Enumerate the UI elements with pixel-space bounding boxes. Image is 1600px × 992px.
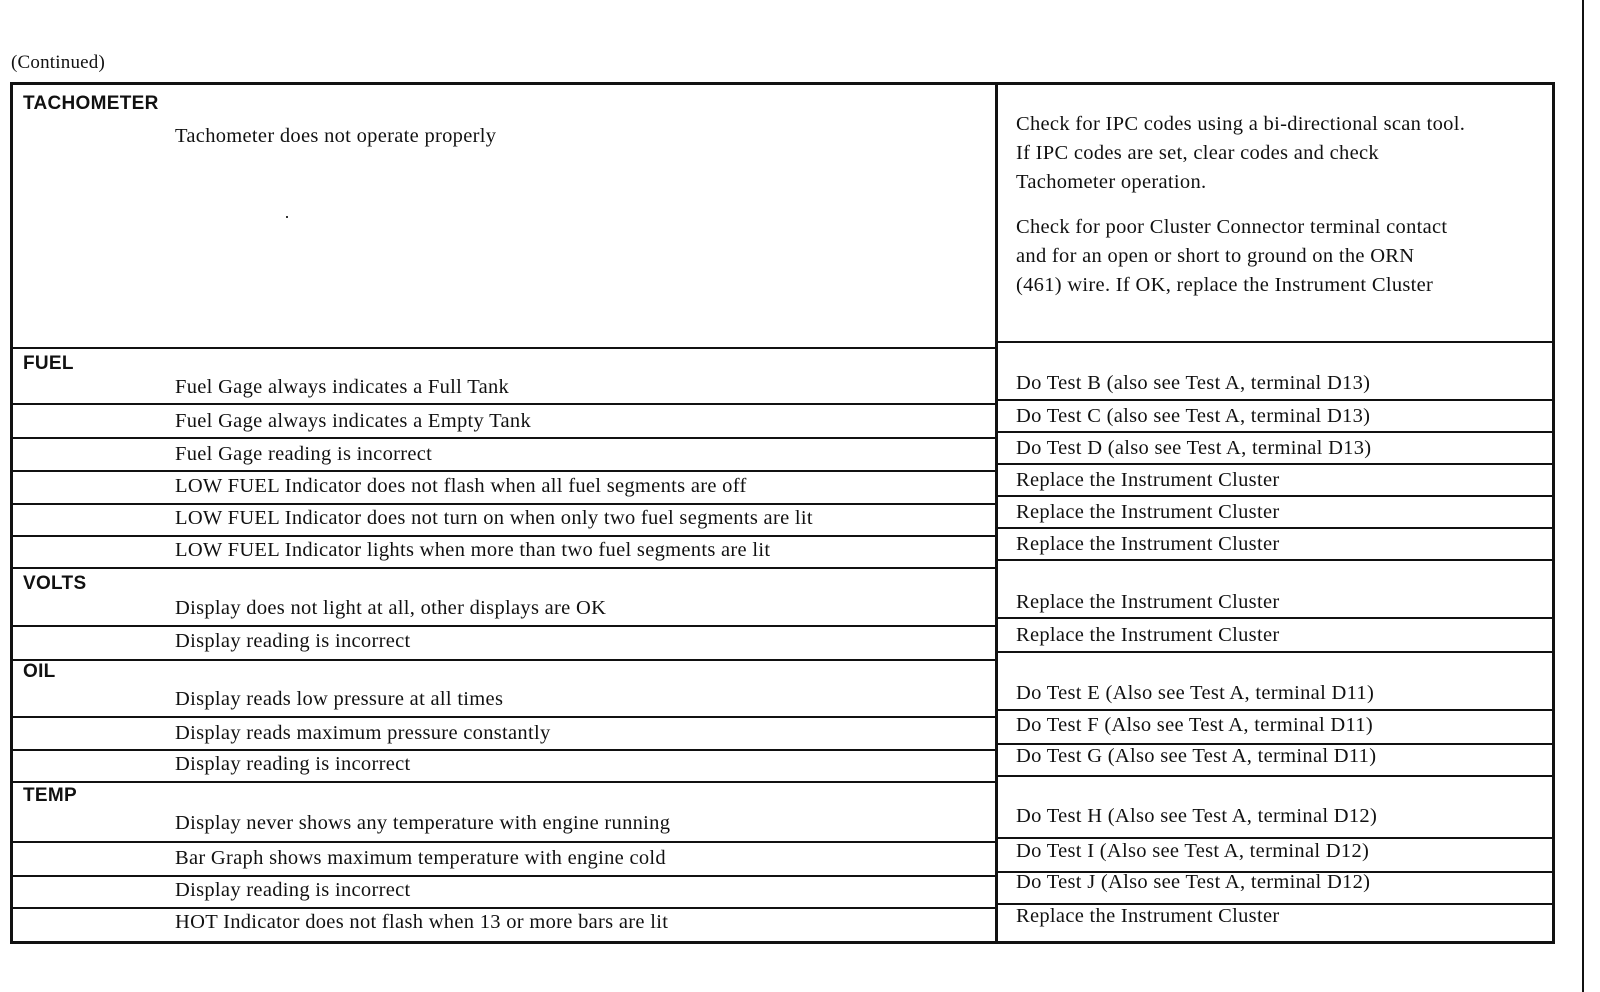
page-edge-rule <box>1582 0 1584 992</box>
action-text: Do Test E (Also see Test A, terminal D11) <box>1016 682 1375 704</box>
action-line: and for an open or short to ground on the ORN <box>1016 245 1415 267</box>
row-rule <box>13 347 995 349</box>
row-rule <box>998 495 1555 497</box>
symptom-text: Fuel Gage reading is incorrect <box>175 443 433 465</box>
symptom-text: LOW FUEL Indicator does not turn on when only two fuel segments are lit <box>175 507 813 529</box>
symptom-text: Display reads low pressure at all times <box>175 688 504 710</box>
row-rule <box>13 403 995 405</box>
section-label-oil: OIL <box>23 661 56 682</box>
continued-label: (Continued) <box>11 52 106 73</box>
action-text: Do Test G (Also see Test A, terminal D11) <box>1016 745 1377 767</box>
scan-speck <box>286 216 288 218</box>
section-label-tachometer: TACHOMETER <box>23 93 159 114</box>
row-rule <box>13 875 995 877</box>
action-text: Replace the Instrument Cluster <box>1016 905 1280 927</box>
row-rule <box>998 431 1555 433</box>
action-paragraph <box>1016 110 1556 197</box>
symptom-text: Display never shows any temperature with engine running <box>175 812 671 834</box>
row-rule <box>13 716 995 718</box>
symptom-text: Fuel Gage always indicates a Full Tank <box>175 376 510 398</box>
row-rule <box>998 651 1555 653</box>
row-rule <box>13 535 995 537</box>
action-text: Replace the Instrument Cluster <box>1016 501 1280 523</box>
action-text: Replace the Instrument Cluster <box>1016 624 1280 646</box>
symptom-text: Display reading is incorrect <box>175 630 411 652</box>
action-text: Do Test H (Also see Test A, terminal D12) <box>1016 805 1378 827</box>
row-rule <box>13 781 995 783</box>
action-line: Tachometer operation. <box>1016 171 1207 193</box>
row-rule <box>998 463 1555 465</box>
row-rule <box>998 709 1555 711</box>
row-rule <box>998 775 1555 777</box>
section-label-volts: VOLTS <box>23 573 87 594</box>
action-text: Do Test D (also see Test A, terminal D13) <box>1016 437 1372 459</box>
action-text: Do Test I (Also see Test A, terminal D12) <box>1016 840 1370 862</box>
action-text: Replace the Instrument Cluster <box>1016 469 1280 491</box>
symptom-text: Display reading is incorrect <box>175 879 411 901</box>
action-line: (461) wire. If OK, replace the Instrument Cluster <box>1016 274 1434 296</box>
symptom-text: Tachometer does not operate properly <box>175 125 497 147</box>
row-rule <box>998 617 1555 619</box>
symptom-text: Display does not light at all, other displays are OK <box>175 597 607 619</box>
action-paragraph <box>1016 213 1556 300</box>
action-line: Check for poor Cluster Connector terminal contact <box>1016 216 1448 238</box>
action-text: Replace the Instrument Cluster <box>1016 533 1280 555</box>
section-label-fuel: FUEL <box>23 353 74 374</box>
action-line: Check for IPC codes using a bi-directional scan tool. <box>1016 113 1466 135</box>
row-rule <box>998 527 1555 529</box>
row-rule <box>13 437 995 439</box>
row-rule <box>13 470 995 472</box>
symptom-text: LOW FUEL Indicator lights when more than two fuel segments are lit <box>175 539 771 561</box>
row-rule <box>13 659 995 661</box>
diagnosis-table <box>10 82 1555 944</box>
row-rule <box>13 907 995 909</box>
row-rule <box>13 567 995 569</box>
row-rule <box>998 399 1555 401</box>
row-rule <box>998 341 1555 343</box>
section-label-temp: TEMP <box>23 785 77 806</box>
row-rule <box>998 559 1555 561</box>
action-text: Replace the Instrument Cluster <box>1016 591 1280 613</box>
action-text: Do Test C (also see Test A, terminal D13) <box>1016 405 1371 427</box>
symptom-text: Fuel Gage always indicates a Empty Tank <box>175 410 532 432</box>
row-rule <box>13 625 995 627</box>
row-rule <box>998 837 1555 839</box>
symptom-text: Display reads maximum pressure constantly <box>175 722 551 744</box>
symptom-text: Display reading is incorrect <box>175 753 411 775</box>
action-text: Do Test F (Also see Test A, terminal D11) <box>1016 714 1373 736</box>
action-line: If IPC codes are set, clear codes and check <box>1016 142 1379 164</box>
symptom-text: HOT Indicator does not flash when 13 or more bars are lit <box>175 911 669 933</box>
row-rule <box>13 841 995 843</box>
row-rule <box>13 749 995 751</box>
symptom-text: Bar Graph shows maximum temperature with engine cold <box>175 847 666 869</box>
action-text: Do Test J (Also see Test A, terminal D12) <box>1016 871 1371 893</box>
column-divider <box>995 85 998 941</box>
action-text: Do Test B (also see Test A, terminal D13) <box>1016 372 1371 394</box>
symptom-text: LOW FUEL Indicator does not flash when all fuel segments are off <box>175 475 747 497</box>
row-rule <box>13 503 995 505</box>
